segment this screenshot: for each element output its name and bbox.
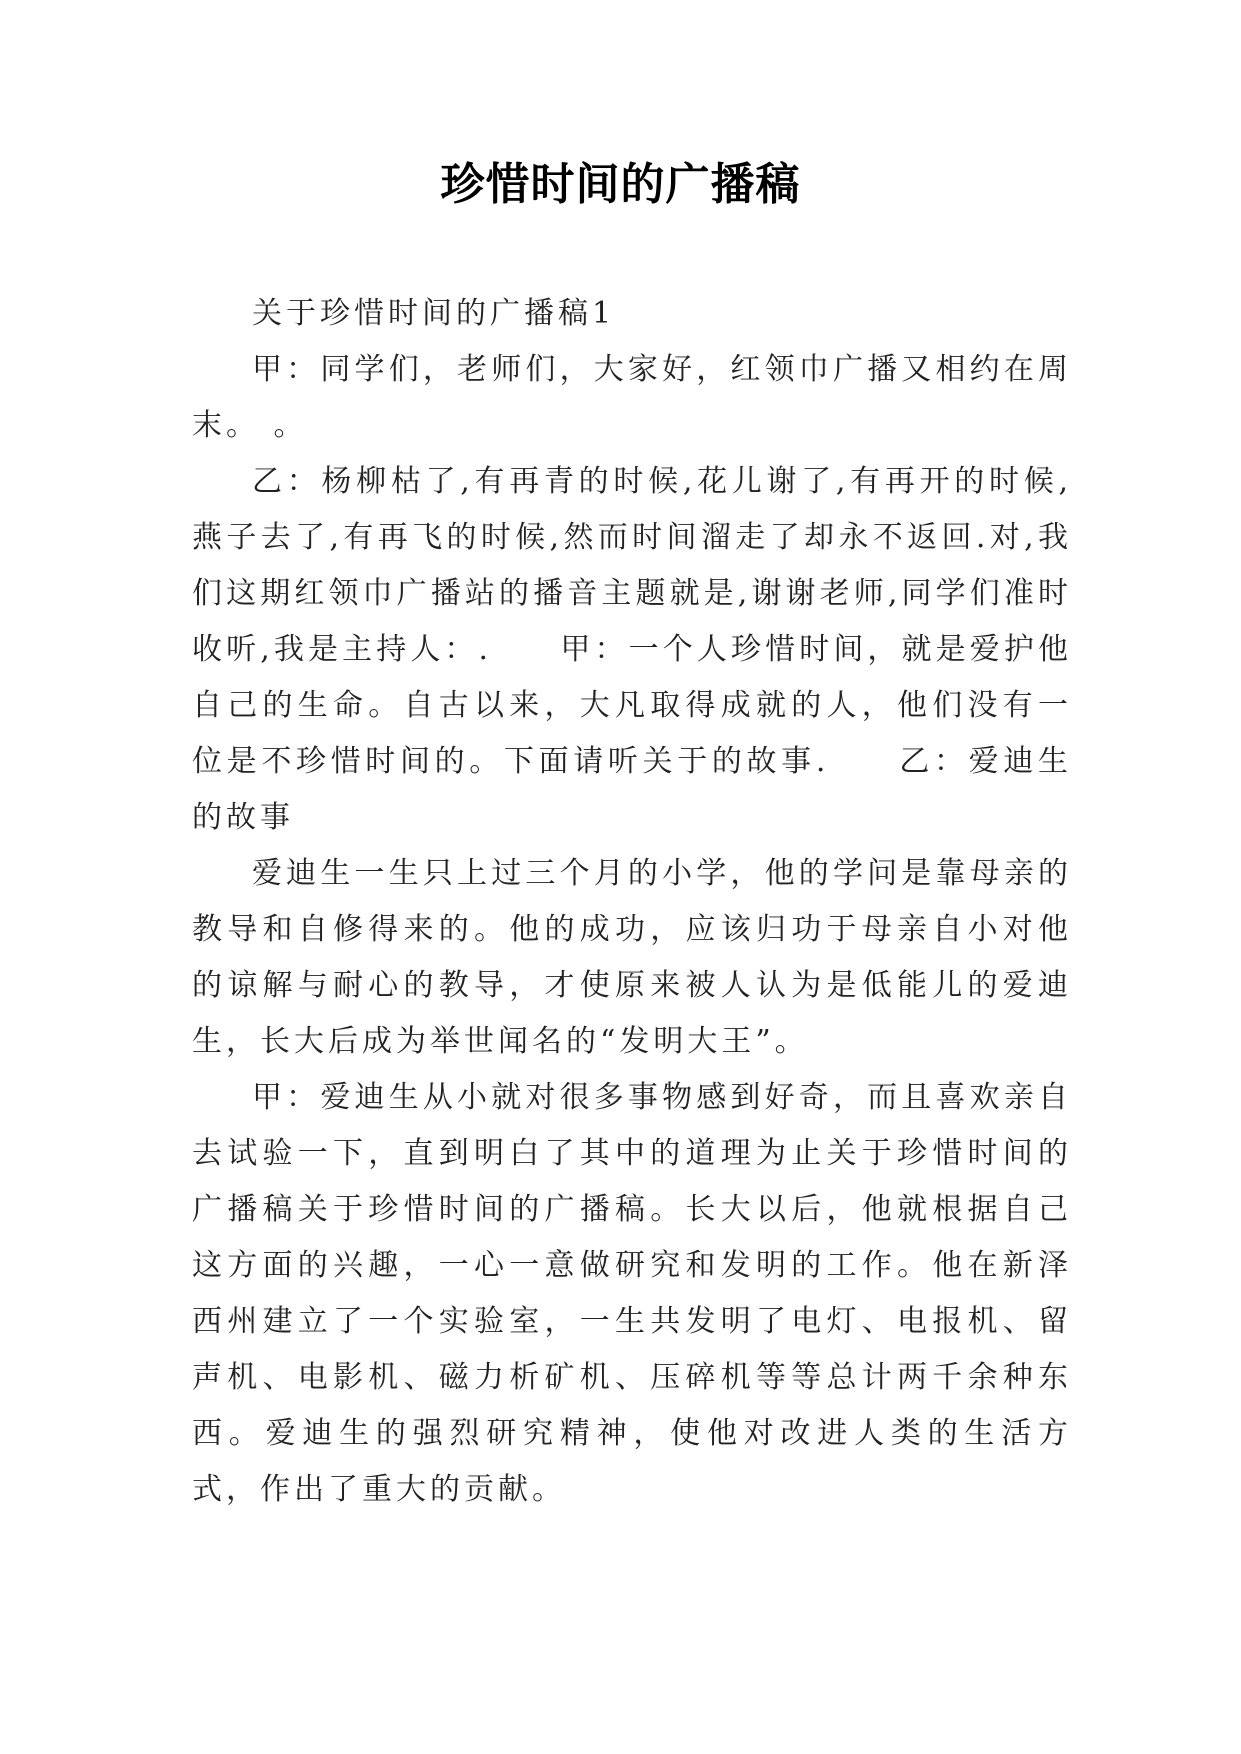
paragraph: 爱迪生一生只上过三个月的小学，他的学问是靠母亲的教导和自修得来的。他的成功，应该归功于母亲自小对他的谅解与耐心的教导，才使原来被人认为是低能儿的爱迪生，长大后成为举世闻名的“发明大王”。 (192, 856, 1072, 1059)
paragraph: 甲：爱迪生从小就对很多事物感到好奇，而且喜欢亲自去试验一下，直到明白了其中的道理为止关于珍惜时间的广播稿关于珍惜时间的广播稿。长大以后，他就根据自己这方面的兴趣，一心一意做研究和发明的工作。他在新泽西州建立了一个实验室，一生共发明了电灯、电报机、留声机、电影机、磁力析矿机、压碎机等等总计两千余种东西。爱迪生的强烈研究精神，使他对改进人类的生活方式，作出了重大的贡献。 (192, 1080, 1072, 1507)
document-body (192, 286, 1072, 1518)
paragraph: 乙：杨柳枯了,有再青的时候,花儿谢了,有再开的时候,燕子去了,有再飞的时候,然而时间溜走了却永不返回.对,我们这期红领巾广播站的播音主题就是,谢谢老师,同学们准时收听,我是主持人：. 甲：一个人珍惜时间，就是爱护他自己的生命。自古以来，大凡取得成就的人，他们没有一位是不珍惜时间的。下面请听关于的故事. 乙：爱迪生的故事 (192, 464, 1072, 835)
paragraph: 甲：同学们，老师们，大家好，红领巾广播又相约在周末。 。 (192, 352, 1072, 443)
paragraph-heading: 关于珍惜时间的广播稿1 (252, 296, 616, 331)
document-title: 珍惜时间的广播稿 (440, 159, 801, 210)
